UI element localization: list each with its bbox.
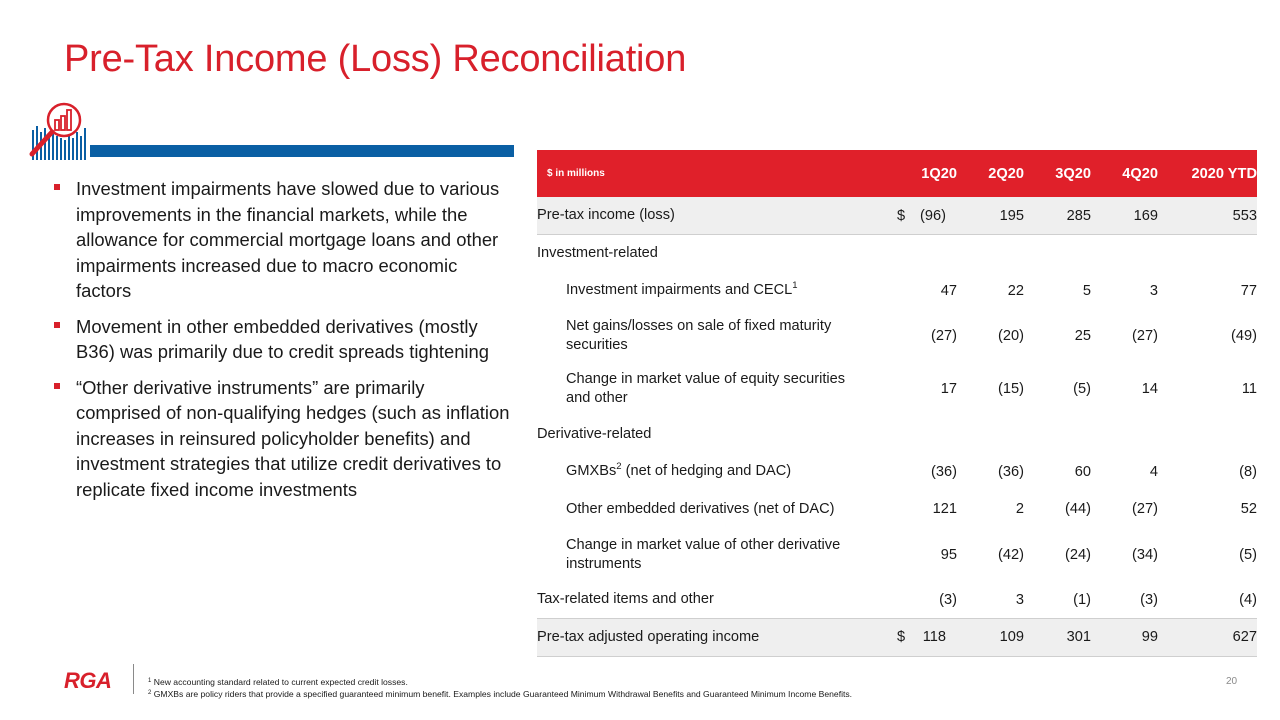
value-cell: (27) (931, 328, 957, 344)
table-row (537, 581, 1257, 619)
row-label-text: GMXBs (566, 463, 617, 480)
value-cell: (5) (1073, 381, 1091, 397)
row-label: Other embedded derivatives (net of DAC) (566, 500, 835, 517)
row-label-text: Investment impairments and CECL (566, 282, 793, 299)
footnote-text: GMXBs are policy riders that provide a specified guaranteed minimum benefit. Examples include Guaranteed Minimum Withdrawal Benefits and Guaranteed Minimum Income Benefits. (151, 689, 853, 699)
value-cell (1091, 235, 1158, 273)
row-label-tail: (net of hedging and DAC) (621, 463, 792, 480)
value-cell: (20) (998, 328, 1024, 344)
value-cell: (1) (1073, 591, 1091, 608)
value-cell: 77 (1240, 282, 1257, 299)
value-cell: (36) (998, 463, 1024, 480)
value-cell: (4) (1239, 591, 1257, 608)
row-label: Pre-tax income (loss) (537, 197, 877, 235)
table-header-row (537, 150, 1257, 197)
value-cell: 109 (957, 619, 1024, 657)
value-cell: 553 (1158, 197, 1257, 235)
value-cell (1091, 416, 1158, 454)
row-label: Change in market value of other derivative instruments (566, 536, 841, 572)
page-title: Pre-Tax Income (Loss) Reconciliation (64, 38, 687, 80)
value-cell (1158, 416, 1257, 454)
row-label: Investment-related (537, 245, 658, 261)
footnote-ref: 2 (616, 461, 622, 473)
footnote-2 (148, 689, 852, 699)
dollar-sign: $ (897, 629, 906, 646)
value-cell: 121 (932, 501, 957, 518)
dollar-sign: $ (897, 207, 906, 224)
page-number: 20 (1226, 676, 1238, 687)
value-cell (877, 619, 957, 657)
reconciliation-table (537, 150, 1257, 657)
value-cell: 17 (940, 381, 957, 397)
value-cell: (5) (1239, 546, 1257, 563)
value-cell (877, 416, 957, 454)
table-row (537, 491, 1257, 529)
value-cell (877, 235, 957, 273)
value-cell: 22 (1007, 282, 1024, 299)
value-cell: 285 (1024, 197, 1091, 235)
value-cell: (8) (1239, 463, 1257, 480)
value-cell: (36) (931, 463, 957, 480)
row-label (537, 453, 877, 491)
value-cell: (15) (998, 381, 1024, 397)
value-cell: 3 (1015, 591, 1024, 608)
value-cell: (27) (1132, 328, 1158, 344)
value-cell: 169 (1091, 197, 1158, 235)
value-cell: 2 (1015, 501, 1024, 518)
value-cell (877, 197, 957, 235)
unit-label: $ in millions (547, 168, 605, 179)
value-cell: 52 (1240, 501, 1257, 518)
table-row (537, 416, 1257, 454)
bullet-text: Movement in other embedded derivatives (mostly B36) was primarily due to credit spreads tightening (76, 315, 489, 362)
row-label: Net gains/losses on sale of fixed maturity securities (566, 318, 832, 353)
value-cell: 99 (1091, 619, 1158, 657)
value-cell: (49) (1231, 328, 1257, 344)
table-row (537, 235, 1257, 273)
row-label: Pre-tax adjusted operating income (537, 619, 877, 657)
column-header: 4Q20 (1122, 165, 1158, 182)
bullet-marker (54, 322, 60, 328)
value-cell (1024, 416, 1091, 454)
value-cell: 5 (1082, 282, 1091, 299)
analytics-magnifier-icon (26, 98, 90, 162)
bullet-item (54, 375, 514, 503)
rga-logo: RGA (64, 668, 112, 693)
section-divider-bar (90, 145, 514, 157)
value-cell: 3 (1149, 282, 1158, 299)
value-cell (957, 416, 1024, 454)
value-cell: (34) (1132, 546, 1158, 563)
value-cell: (42) (998, 546, 1024, 563)
value-cell: 627 (1158, 619, 1257, 657)
footnote-1 (148, 677, 408, 687)
bullet-text: “Other derivative instruments” are primarily comprised of non-qualifying hedges (such as inflation increases in reinsured policyholder benefits) and investment strategies that utilize credit derivatives to replicate fixed income investments (76, 376, 510, 500)
row-label: Tax-related items and other (537, 591, 714, 607)
column-header: 2020 YTD (1191, 165, 1257, 182)
value-cell: 95 (940, 546, 957, 563)
value-cell: 14 (1141, 381, 1158, 397)
table-row (537, 310, 1257, 363)
value-cell: 4 (1149, 463, 1158, 480)
value-cell: 47 (940, 282, 957, 299)
table-row (537, 363, 1257, 416)
value-cell: (24) (1065, 546, 1091, 563)
value-cell: (44) (1065, 501, 1091, 518)
value-cell (957, 235, 1024, 273)
bullet-marker (54, 383, 60, 389)
value-cell: 11 (1241, 381, 1257, 397)
footnote-marker: 1 (148, 678, 152, 684)
table-row (537, 619, 1257, 657)
row-label: Derivative-related (537, 425, 652, 442)
row-label: Change in market value of equity securities and other (566, 371, 846, 406)
footer-divider (133, 664, 134, 694)
value-text: 118 (922, 629, 946, 646)
bullet-list (54, 176, 514, 512)
table-row (537, 453, 1257, 491)
value-cell: 195 (957, 197, 1024, 235)
value-cell: (3) (939, 591, 957, 608)
column-header: 3Q20 (1055, 165, 1091, 182)
value-cell (1158, 235, 1257, 273)
bullet-item (54, 314, 514, 365)
table-row (537, 528, 1257, 581)
table-row (537, 197, 1257, 235)
value-cell: (27) (1132, 501, 1158, 518)
value-cell: 301 (1024, 619, 1091, 657)
value-cell (1024, 235, 1091, 273)
table-row (537, 272, 1257, 310)
footnote-marker: 2 (148, 690, 152, 696)
bullet-item (54, 176, 514, 304)
footnote-ref: 1 (792, 280, 798, 292)
footnote-text: New accounting standard related to current expected credit losses. (151, 677, 408, 687)
value-cell: 25 (1074, 328, 1091, 344)
bullet-text: Investment impairments have slowed due to various improvements in the financial markets, while the allowance for commercial mortgage loans and other impairments increased due to macro economic factors (76, 178, 500, 301)
value-cell: 60 (1074, 463, 1091, 480)
bullet-marker (54, 184, 60, 190)
column-header: 2Q20 (988, 165, 1024, 182)
value-text: (96) (920, 207, 946, 224)
column-header: 1Q20 (921, 165, 957, 182)
row-label (537, 272, 877, 310)
value-cell: (3) (1140, 591, 1158, 608)
